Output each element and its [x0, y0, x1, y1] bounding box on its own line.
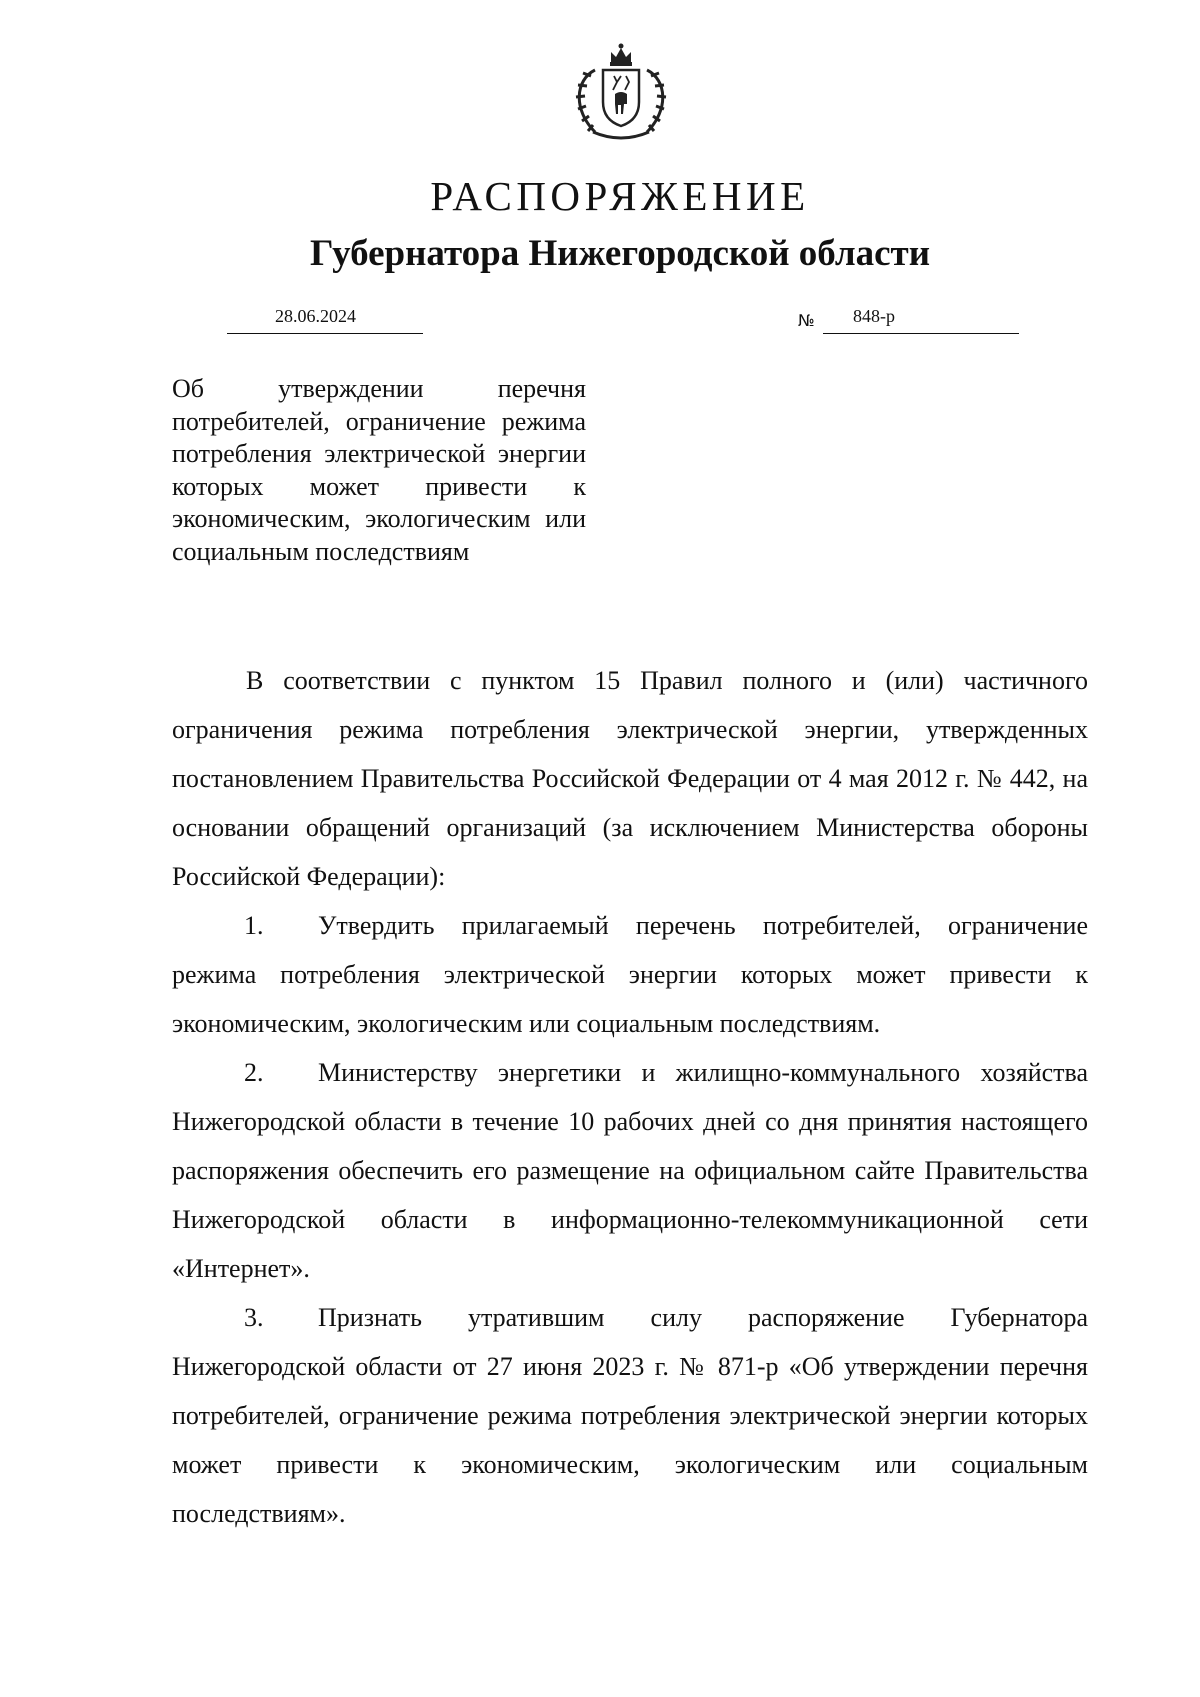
issuer-title: Губернатора Нижегородской области: [309, 233, 931, 274]
number-field: [823, 300, 1019, 334]
item-text: Утвердить прилагаемый перечень потребителей, ограничение режима потребления электрической энергии которых может привести к экономическим, экологическим или социальным последствиям.: [172, 911, 1088, 1038]
list-item: [172, 1048, 1088, 1293]
number-sign-label: №: [798, 311, 815, 330]
document-type-title: РАСПОРЯЖЕНИЕ: [430, 173, 810, 219]
item-text: Признать утратившим силу распоряжение Губернатора Нижегородской области от 27 июня 2023 г. № 871-р «Об утверждении перечня потребителей, ограничение режима потребления электрической энергии которых может привести к экономическим, экологическим или социальным последствиям».: [172, 1303, 1088, 1528]
nizhny-novgorod-coat-of-arms-icon: [565, 40, 677, 144]
item-text: Министерству энергетики и жилищно-коммунального хозяйства Нижегородской области в течение 10 рабочих дней со дня принятия настоящего распоряжения обеспечить его размещение на официальном сайте Правительства Нижегородской области в информационно-телекоммуникационной сети «Интернет».: [172, 1058, 1088, 1283]
preamble-paragraph: В соответствии с пунктом 15 Правил полного и (или) частичного ограничения режима потребления электрической энергии, утвержденных постановлением Правительства Российской Федерации от 4 мая 2012 г. № 442, на основании обращений организаций (за исключением Министерства обороны Российской Федерации):: [172, 666, 1088, 891]
document-number: 848-р: [853, 306, 895, 326]
document-date: 28.06.2024: [275, 306, 356, 326]
item-number: 2.: [244, 1058, 264, 1087]
list-item: [172, 901, 1088, 1048]
item-number: 3.: [244, 1303, 264, 1332]
date-field: [227, 300, 423, 334]
document-body: [172, 656, 1088, 1538]
item-number: 1.: [244, 911, 264, 940]
list-item: [172, 1293, 1088, 1538]
document-subject: Об утверждении перечня потребителей, ограничение режима потребления электрической энергии которых может привести к экономическим, экологическим или социальным последствиям: [172, 374, 586, 566]
